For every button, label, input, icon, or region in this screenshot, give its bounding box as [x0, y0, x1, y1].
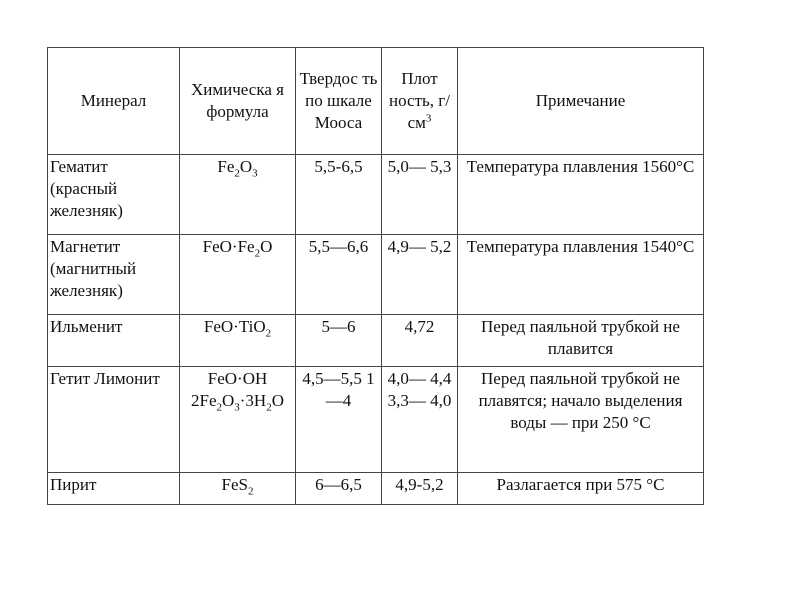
formula-sub: 3 — [252, 167, 258, 180]
cell-density: 4,72 — [382, 315, 458, 367]
cell-density: 4,9-5,2 — [382, 473, 458, 505]
header-density — [382, 48, 458, 155]
formula-part: O — [239, 157, 253, 176]
formula-sub: 2 — [266, 401, 272, 414]
cell-note: Температура плавления 1540°С — [458, 235, 704, 315]
table-row — [48, 155, 704, 235]
formula-line — [182, 156, 293, 178]
header-formula: Химическа я формула — [180, 48, 296, 155]
header-density-unit-sup: 3 — [425, 112, 432, 125]
formula-sub: 2 — [265, 327, 272, 340]
cell-mineral: Гематит (красный железняк) — [48, 155, 180, 235]
table-row — [48, 473, 704, 505]
cell-hardness: 5,5-6,5 — [296, 155, 382, 235]
header-hardness: Твердос ть по шкале Мооса — [296, 48, 382, 155]
header-note: Примечание — [458, 48, 704, 155]
cell-density: 5,0— 5,3 — [382, 155, 458, 235]
cell-hardness: 6—6,5 — [296, 473, 382, 505]
formula-sub: 2 — [247, 485, 254, 498]
formula-part: FeO·OH — [207, 369, 268, 388]
cell-hardness: 5—6 — [296, 315, 382, 367]
cell-note: Температура плавления 1560°С — [458, 155, 704, 235]
cell-formula — [180, 315, 296, 367]
formula-part: O — [221, 391, 235, 410]
minerals-table — [47, 47, 704, 505]
table-row — [48, 315, 704, 367]
cell-formula — [180, 367, 296, 473]
cell-hardness: 4,5—5,5 1—4 — [296, 367, 382, 473]
header-row — [48, 48, 704, 155]
formula-part: Fe — [217, 157, 235, 176]
header-mineral: Минерал — [48, 48, 180, 155]
cell-note: Перед паяльной трубкой не плавится — [458, 315, 704, 367]
cell-mineral: Магнетит (магнитный железняк) — [48, 235, 180, 315]
header-density-text: Плот ность, г/см — [389, 69, 450, 132]
formula-line — [182, 368, 293, 390]
formula-line — [182, 236, 293, 258]
cell-mineral: Пирит — [48, 473, 180, 505]
cell-formula — [180, 473, 296, 505]
cell-mineral: Гетит Лимонит — [48, 367, 180, 473]
formula-part: FeS — [221, 475, 248, 494]
formula-line — [182, 390, 293, 412]
cell-note: Разлагается при 575 °С — [458, 473, 704, 505]
formula-sub: 3 — [234, 401, 240, 414]
cell-mineral: Ильменит — [48, 315, 180, 367]
cell-density: 4,9— 5,2 — [382, 235, 458, 315]
cell-density: 4,0— 4,4 3,3— 4,0 — [382, 367, 458, 473]
cell-note: Перед паяльной трубкой не плавятся; начало выделения воды — при 250 °С — [458, 367, 704, 473]
table-row — [48, 367, 704, 473]
formula-part: ·3H — [239, 391, 267, 410]
formula-line — [182, 316, 293, 338]
formula-part: O — [271, 391, 284, 410]
formula-line — [182, 474, 293, 496]
formula-sub: 2 — [234, 167, 240, 180]
cell-hardness: 5,5—6,6 — [296, 235, 382, 315]
table-row — [48, 235, 704, 315]
formula-part: 2Fe — [190, 391, 217, 410]
formula-part: FeO·Fe — [202, 237, 255, 256]
cell-formula — [180, 155, 296, 235]
cell-formula — [180, 235, 296, 315]
formula-part: O — [260, 237, 273, 256]
formula-part: FeO·TiO — [203, 317, 266, 336]
formula-sub: 2 — [254, 247, 261, 260]
formula-sub: 2 — [216, 401, 222, 414]
